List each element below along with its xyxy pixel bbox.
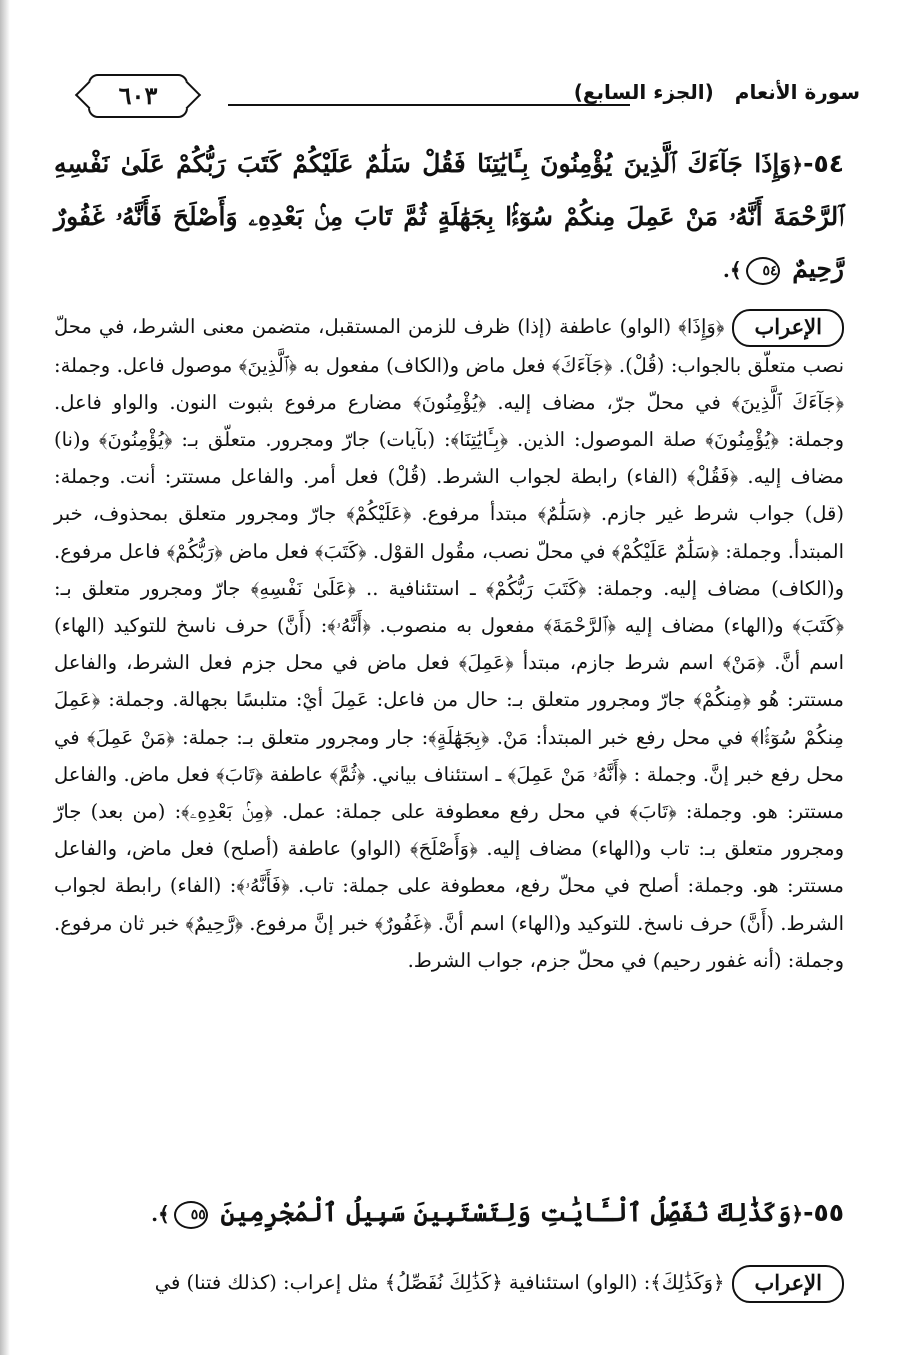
ayah-number-marker: ٥٤ [746, 257, 780, 285]
page-number-badge: ٦٠٣ [88, 74, 188, 118]
verse-close-bracket: ﴾. [722, 258, 742, 282]
running-title [574, 80, 860, 104]
page-header [70, 70, 860, 120]
verse-number: ٥٤- [803, 149, 844, 178]
ayah-number-marker: ٥٥ [174, 1201, 208, 1229]
irab-text: ﴿وَإِذَا﴾ (الواو) عاطفة (إذا) ظرف للزمن المستقبل، متضمن معنى الشرط، في محلّ نصب متعلّق بالجواب: (قُلْ). ﴿جَآءَكَ﴾ فعل ماض و(الكاف) مفعول به ﴿ٱلَّذِينَ﴾ موصول فاعل. وجملة: ﴿جَآءَكَ ٱلَّذِينَ﴾ في محلّ جرّ، مضاف إليه. ﴿يُؤْمِنُونَ﴾ مضارع مرفوع بثبوت النون. والواو فاعل. وجملة: ﴿يُؤْمِنُونَ﴾ صلة الموصول: الذين. ﴿بِـَٔايَٰتِنَا﴾: (بآيات) جارّ ومجرور. متعلّق بـ: ﴿يُؤْمِنُونَ﴾ و(نا) مضاف إليه. ﴿فَقُلْ﴾ (الفاء) رابطة لجواب الشرط. (قُلْ) فعل أمر. والفاعل مستتر: أنت. وجملة: (قل) جواب شرط غير جازم. ﴿سَلَٰمٌ﴾ مبتدأ مرفوع. ﴿عَلَيْكُمْ﴾ جارّ ومجرور متعلق بمحذوف، خبر المبتدأ. وجملة: ﴿سَلَٰمٌ عَلَيْكُمْ﴾ في محلّ نصب، مقُول القوْل. ﴿كَتَبَ﴾ فعل ماض ﴿رَبُّكُمْ﴾ فاعل مرفوع. و(الكاف) مضاف إليه. وجملة: ﴿كَتَبَ رَبُّكُمْ﴾ ـ استئنافية .. ﴿عَلَىٰ نَفْسِهِ﴾ جارّ ومجرور متعلق بـ: ﴿كَتَبَ﴾ و(الهاء) مضاف إليه ﴿ٱلرَّحْمَةَ﴾ مفعول به منصوب. ﴿أَنَّهُۥ﴾: (أَنَّ) حرف ناسخ للتوكيد (الهاء) اسم أنَّ. ﴿مَنْ﴾ اسم شرط جازم، مبتدأ ﴿عَمِلَ﴾ فعل ماض في محل جزم فعل الشرط، والفاعل مستتر: هُو ﴿مِنكُمْ﴾ جارّ ومجرور متعلق بـ: حال من فاعل: عَمِلَ أيْ: متلبسًا بجهالة. وجملة: ﴿عَمِلَ مِنكُمْ سُوٓءًۢا﴾ في محل رفع خبر المبتدأ: مَنْ. ﴿بِجَهَٰلَةٍ﴾: جار ومجرور متعلق بـ: جملة: ﴿مَنْ عَمِلَ﴾ في محل رفع خبر إنَّ. وجملة : ﴿أَنَّهُۥ مَنْ عَمِلَ﴾ ـ استئناف بياني. ﴿ثُمَّ﴾ عاطفة ﴿تَابَ﴾ فعل ماض. والفاعل مستتر: هو. وجملة: ﴿تَابَ﴾ في محل رفع معطوفة على جملة: عمل. ﴿مِنۢ بَعْدِهِۦ﴾: (من بعد) جارّ ومجرور متعلق بـ: تاب و(الهاء) مضاف إليه. ﴿وَأَصْلَحَ﴾ (الواو) عاطفة (أصلح) فعل ماض، والفاعل مستتر: هو. وجملة: أصلح في محلّ رفع، معطوفة على جملة: تاب. ﴿فَأَنَّهُۥ﴾: (الفاء) رابطة لجواب الشرط. (أَنَّ) حرف ناسخ. للتوكيد و(الهاء) اسم أنَّ. ﴿غَفُورٌ﴾ خبر إنَّ مرفوع. ﴿رَّحِيمٌ﴾ خبر ثان مرفوع. وجملة: (أنه غفور رحيم) في محلّ جزم، جواب الشرط. [54, 315, 844, 972]
irab-label-badge: الإعراب [732, 1265, 844, 1303]
verse-54 [54, 138, 844, 296]
page-edge-shadow [0, 0, 10, 1355]
verse-open-bracket: ﴿ [791, 153, 804, 177]
verse-text: وَكَذَٰلِكَ نُفَصِّلُ ٱلْـَٔايَٰتِ وَلِتَسْتَبِينَ سَبِيلُ ٱلْمُجْرِمِينَ [220, 1198, 792, 1227]
verse-text: وَإِذَا جَآءَكَ ٱلَّذِينَ يُؤْمِنُونَ بِـَٔايَٰتِنَا فَقُلْ سَلَٰمٌ عَلَيْكُمْ كَتَبَ رَبُّكُمْ عَلَىٰ نَفْسِهِ ٱلرَّحْمَةَ أَنَّهُۥ مَنْ عَمِلَ مِنكُمْ سُوٓءًۢا بِجَهَٰلَةٍ ثُمَّ تَابَ مِنۢ بَعْدِهِۦ وَأَصْلَحَ فَأَنَّهُۥ غَفُورٌ رَّحِيمٌ [54, 149, 844, 283]
header-rule [228, 104, 630, 106]
irab-text: ﴿وَكَذَٰلِكَ﴾: (الواو) استئنافية ﴿كَذَٰلِكَ نُفَصِّلُ﴾ مثل إعراب: (كذلك فتنا) في [154, 1271, 725, 1294]
juz-label: (الجزء السابع) [573, 80, 714, 104]
irab-label-badge: الإعراب [732, 309, 844, 347]
irab-section-54 [54, 308, 844, 979]
verse-55 [54, 1187, 844, 1240]
verse-number: ٥٥- [803, 1198, 844, 1227]
surah-name: سورة الأنعام [734, 80, 860, 104]
verse-close-bracket: ﴾. [151, 1202, 170, 1226]
verse-open-bracket: ﴿ [791, 1202, 804, 1226]
irab-section-55 [54, 1264, 844, 1303]
